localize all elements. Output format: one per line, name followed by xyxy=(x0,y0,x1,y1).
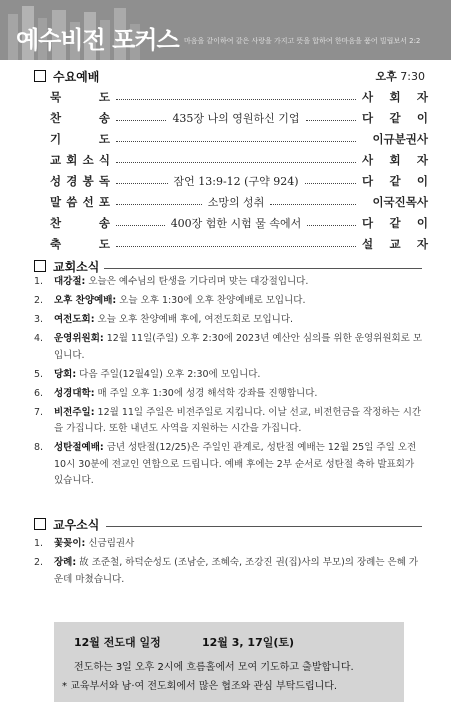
label-char: 경 xyxy=(66,174,78,188)
label-char: 묵 xyxy=(50,90,62,104)
dot-leader xyxy=(110,194,362,210)
notice-item xyxy=(34,274,426,291)
worship-item-leader xyxy=(362,173,428,189)
checkbox-icon xyxy=(34,260,46,272)
dot-leader xyxy=(110,173,362,189)
notice-number: 1. xyxy=(34,538,44,549)
worship-item-label xyxy=(50,89,110,105)
header-banner xyxy=(0,0,451,60)
leader-char: 회 xyxy=(389,90,401,104)
leader-char: 설 xyxy=(362,237,374,251)
checkbox-icon xyxy=(34,70,46,82)
member-news-heading: 교우소식 xyxy=(34,516,99,533)
label-char: 기 xyxy=(50,132,62,146)
notice-key: 비전주일: xyxy=(54,406,95,418)
notice-number: 4. xyxy=(34,333,44,344)
leader-char: 이국진목사 xyxy=(372,195,428,209)
label-char: 말 xyxy=(50,195,62,209)
worship-item-label xyxy=(50,131,110,147)
worship-row xyxy=(50,233,428,255)
worship-item-detail: 435장 나의 영원하신 기업 xyxy=(172,112,300,125)
label-char: 도 xyxy=(98,237,110,251)
notice-key: 운영위원회: xyxy=(54,333,104,344)
notice-key: 오후 찬양예배: xyxy=(54,295,117,306)
notice-text: 신금림권사 xyxy=(85,538,135,549)
leader-char: 이 xyxy=(416,111,428,125)
notice-text: 매 주일 오후 1:30에 성경 해석학 강좌를 진행합니다. xyxy=(94,387,318,399)
label-char: 찬 xyxy=(50,216,62,230)
worship-item-label xyxy=(50,173,110,189)
label-char: 회 xyxy=(66,153,78,167)
member-news-list xyxy=(34,536,426,591)
notice-item xyxy=(34,405,426,438)
label-char: 송 xyxy=(98,216,110,230)
worship-row xyxy=(50,149,428,171)
notice-number: 6. xyxy=(34,387,44,399)
label-char: 교 xyxy=(50,153,62,167)
notice-text: 다음 주일(12월4일) 오후 2:30에 모입니다. xyxy=(76,368,261,380)
worship-item-leader xyxy=(362,194,428,210)
notice-key: 대강절: xyxy=(54,276,86,287)
notice-number: 8. xyxy=(34,442,44,453)
notice-number: 2. xyxy=(34,295,44,306)
notice-number: 7. xyxy=(34,406,44,418)
worship-item-label xyxy=(50,152,110,168)
notice-item xyxy=(34,312,426,329)
worship-row xyxy=(50,107,428,129)
leader-char: 다 xyxy=(362,174,374,188)
worship-item-leader xyxy=(362,152,428,168)
worship-item-leader xyxy=(362,131,428,147)
leader-char: 자 xyxy=(416,237,428,251)
worship-item-label xyxy=(50,110,110,126)
evangelism-title: 12월 전도대 일정 xyxy=(74,636,161,649)
worship-item-detail: 소망의 성취 xyxy=(207,196,265,209)
label-char: 선 xyxy=(82,195,94,209)
notice-key: 꽃꽂이: xyxy=(54,538,86,549)
leader-char: 다 xyxy=(362,111,374,125)
worship-item-leader xyxy=(362,89,428,105)
worship-item-detail: 400장 험한 시험 물 속에서 xyxy=(170,217,302,230)
church-news-list xyxy=(34,274,426,492)
label-char: 찬 xyxy=(50,111,62,125)
notice-key: 당회: xyxy=(54,368,77,380)
worship-item-leader xyxy=(362,215,428,231)
worship-item-label xyxy=(50,215,110,231)
leader-char: 같 xyxy=(389,174,401,188)
leader-char: 자 xyxy=(416,90,428,104)
worship-row xyxy=(50,191,428,213)
page-title: 예수비전 포커스 xyxy=(16,26,179,54)
label-char: 봉 xyxy=(82,174,94,188)
dot-leader xyxy=(110,110,362,126)
leader-char: 같 xyxy=(389,111,401,125)
label-char: 성 xyxy=(50,174,62,188)
leader-char: 이규분권사 xyxy=(372,132,428,146)
notice-item xyxy=(34,440,426,490)
leader-char: 자 xyxy=(416,153,428,167)
notice-item xyxy=(34,293,426,310)
dot-leader xyxy=(110,158,362,163)
leader-char: 다 xyxy=(362,216,374,230)
church-news-heading: 교회소식 xyxy=(34,258,99,275)
label-char: 소 xyxy=(82,153,94,167)
leader-char: 이 xyxy=(416,216,428,230)
worship-item-label xyxy=(50,194,110,210)
notice-number: 1. xyxy=(34,276,44,287)
leader-char: 같 xyxy=(389,216,401,230)
worship-row xyxy=(50,128,428,150)
evangelism-note: * 교육부서와 남·여 전도회에서 많은 협조와 관심 부탁드립니다. xyxy=(62,681,338,692)
header-subtitle: 마음을 같이하여 같은 사랑을 가지고 뜻을 합하여 한마음을 품어 빌립보서 2:2 xyxy=(184,37,421,45)
notice-key: 성경대학: xyxy=(54,387,95,399)
label-char: 독 xyxy=(98,174,110,188)
notice-key: 장례: xyxy=(54,557,77,568)
notice-text: 故 조준철, 하덕순성도 (조남순, 조혜숙, 조강진 권(집)사의 부모)의 장례는 은혜 가운데 마쳤습니다. xyxy=(54,557,419,585)
leader-char: 사 xyxy=(362,90,374,104)
notice-text: 오늘 오후 1:30에 오후 찬양예배로 모입니다. xyxy=(116,295,306,306)
worship-row xyxy=(50,212,428,234)
leader-char: 이 xyxy=(416,174,428,188)
dot-leader xyxy=(110,95,362,100)
leader-char: 회 xyxy=(389,153,401,167)
worship-row xyxy=(50,170,428,192)
dot-leader xyxy=(110,215,362,231)
evangelism-date: 12월 3, 17일(토) xyxy=(202,636,295,649)
notice-item xyxy=(34,555,426,588)
worship-item-label xyxy=(50,236,110,252)
worship-time: 오후 7:30 xyxy=(375,70,425,83)
section-rule xyxy=(106,526,422,527)
evangelism-line: 전도하는 3일 오후 2시에 흐름홀에서 모여 기도하고 출발합니다. xyxy=(74,662,354,673)
notice-key: 여전도회: xyxy=(54,314,95,325)
label-char: 축 xyxy=(50,237,62,251)
notice-text: 12월 11일(주일) 오후 2:30에 2023년 예산안 심의를 위한 운영위원회로 모입니다. xyxy=(54,333,423,361)
label-char: 씀 xyxy=(66,195,78,209)
notice-text: 오늘 오후 찬양예배 후에, 여전도회로 모입니다. xyxy=(94,314,294,325)
worship-heading: 수요예배 xyxy=(34,68,99,85)
leader-char: 사 xyxy=(362,153,374,167)
notice-number: 2. xyxy=(34,557,44,568)
notice-item xyxy=(34,536,426,553)
notice-item xyxy=(34,386,426,403)
dot-leader xyxy=(110,242,362,247)
worship-item-leader xyxy=(362,110,428,126)
label-char: 도 xyxy=(98,132,110,146)
evangelism-schedule-box xyxy=(54,622,404,702)
notice-text: 오늘은 예수님의 탄생을 기다리며 맞는 대강절입니다. xyxy=(85,276,309,287)
notice-number: 3. xyxy=(34,314,44,325)
notice-text: 12월 11일 주일은 비전주일로 지킵니다. 이날 선교, 비전헌금을 작정하는 시간을 가집니다. 또한 내년도 사역을 지원하는 시간을 가집니다. xyxy=(54,406,422,434)
label-char: 식 xyxy=(98,153,110,167)
worship-item-detail: 잠언 13:9-12 (구약 924) xyxy=(173,175,299,188)
notice-item xyxy=(34,367,426,384)
checkbox-icon xyxy=(34,518,46,530)
section-rule xyxy=(104,268,422,269)
label-char: 도 xyxy=(98,90,110,104)
dot-leader xyxy=(110,137,362,142)
label-char: 송 xyxy=(98,111,110,125)
worship-item-leader xyxy=(362,236,428,252)
notice-item xyxy=(34,331,426,364)
notice-key: 성탄절예배: xyxy=(54,442,104,453)
leader-char: 교 xyxy=(389,237,401,251)
notice-text: 금년 성탄절(12/25)은 주일인 관계로, 성탄절 예배는 12월 25일 주일 오전 10시 30분에 전교인 연합으로 드립니다. 예배 후에는 2부 순서로 성탄절 축하 발표회가 있습니다. xyxy=(54,442,417,486)
label-char: 포 xyxy=(98,195,110,209)
notice-number: 5. xyxy=(34,368,44,380)
worship-row xyxy=(50,86,428,108)
